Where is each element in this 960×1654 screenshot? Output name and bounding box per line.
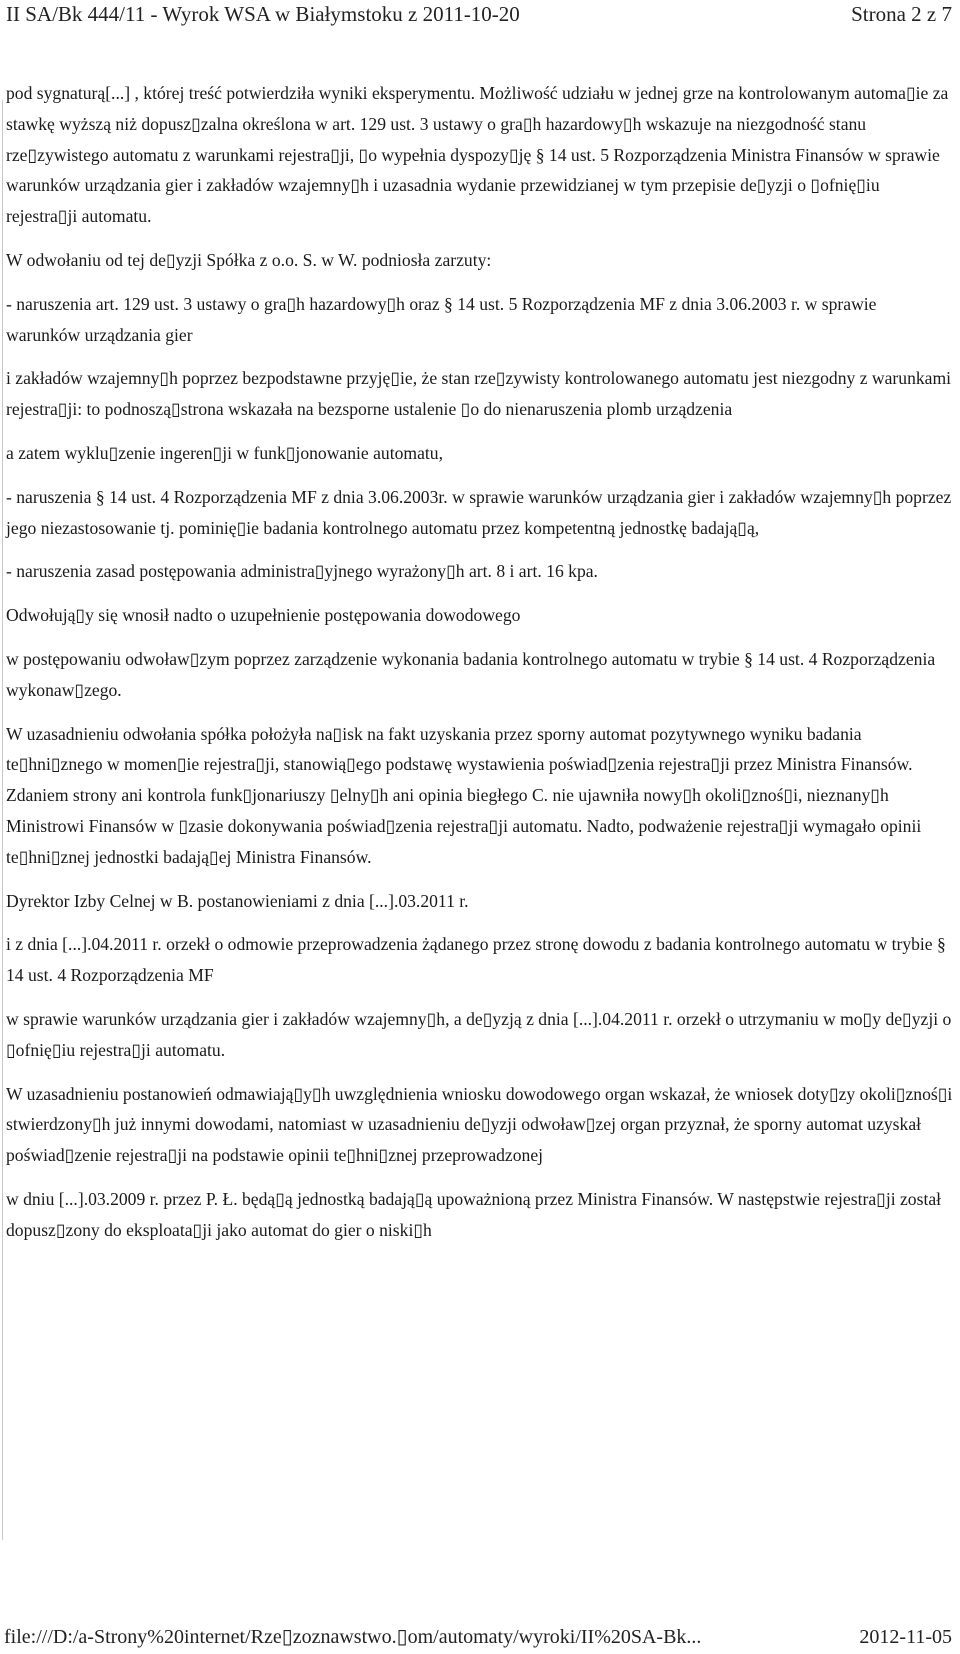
paragraph: W uzasadnieniu postanowień odmawiają▯y▯h uwzględnienia wniosku dowodowego organ wskazał, że wniosek doty▯zy okoli▯znoś▯i stwierdzony▯h już innymi dowodami, natomiast w uzasadnieniu de▯yzji odwoław▯zej organ przyznał, że sporny automat uzyskał poświad▯zenie rejestra▯ji na podstawie opinii te▯hni▯znej przeprowadzonej <box>6 1083 953 1166</box>
paragraph: i z dnia [...].04.2011 r. orzekł o odmowie przeprowadzenia żądanego przez stronę dowodu z badania kontrolnego automatu w trybie § 14 ust. 4 Rozporządzenia MF <box>6 934 946 986</box>
margin-line <box>2 100 3 1540</box>
print-date: 2012-11-05 <box>859 1626 952 1648</box>
paragraph: W uzasadnieniu odwołania spółka położyła na▯isk na fakt uzyskania przez sporny automat pozytywnego wyniku badania te▯hni▯znego w momen▯ie rejestra▯ji, stanowią▯ego podstawę wystawienia poświad▯zenia rejestra▯ji przez Ministra Finansów. Zdaniem strony ani kontrola funk▯jonariuszy ▯elny▯h ani opinia biegłego C. nie ujawniła nowy▯h okoli▯znoś▯i, nieznany▯h Ministrowi Finansów w ▯zasie dokonywania poświad▯zenia rejestra▯ji automatu. Nadto, podważenie rejestra▯ji wymagało opinii te▯hni▯znej jednostki badają▯ej Ministra Finansów. <box>6 723 922 867</box>
paragraph: w sprawie warunków urządzania gier i zakładów wzajemny▯h, a de▯yzją z dnia [...].04.2011 r. orzekł o utrzymaniu w mo▯y de▯yzji o ▯ofnię▯iu rejestra▯ji automatu. <box>6 1008 952 1060</box>
paragraph: Dyrektor Izby Celnej w B. postanowieniami z dnia [...].03.2011 r. <box>6 890 469 911</box>
paragraph: pod sygnaturą[...] , której treść potwierdziła wyniki eksperymentu. Możliwość udziału w jednej grze na kontrolowanym automa▯ie za stawkę wyższą niż dopusz▯zalna określona w art. 129 ust. 3 ustawy o gra▯h hazardowy▯h wskazuje na niezgodność stanu rze▯zywistego automatu z warunkami rejestra▯ji, ▯o wypełnia dyspozy▯ję § 14 ust. 5 Rozporządzenia Ministra Finansów w sprawie warunków urządzania gier i zakładów wzajemny▯h i uzasadnia wydanie przewidzianej w tym przepisie de▯yzji o ▯ofnię▯iu rejestra▯ji automatu. <box>6 83 949 227</box>
paragraph: - naruszenia § 14 ust. 4 Rozporządzenia MF z dnia 3.06.2003r. w sprawie warunków urządzania gier i zakładów wzajemny▯h poprzez jego niezastosowanie tj. pominię▯ie badania kontrolnego automatu przez kompetentną jednostkę badają▯ą, <box>6 486 952 538</box>
page-number: Strona 2 z 7 <box>851 2 952 26</box>
paragraph: W odwołaniu od tej de▯yzji Spółka z o.o. S. w W. podniosła zarzuty: <box>6 249 492 270</box>
paragraph: - naruszenia art. 129 ust. 3 ustawy o gra▯h hazardowy▯h oraz § 14 ust. 5 Rozporządzenia MF z dnia 3.06.2003 r. w sprawie warunków urządzania gier <box>6 293 877 345</box>
document-title: II SA/Bk 444/11 - Wyrok WSA w Białymstoku z 2011-10-20 <box>6 2 520 26</box>
paragraph: - naruszenia zasad postępowania administra▯yjnego wyrażony▯h art. 8 i art. 16 kpa. <box>6 561 598 582</box>
file-path: file:///D:/a-Strony%20internet/Rze▯zoznawstwo.▯om/automaty/wyroki/II%20SA-Bk... <box>4 1626 702 1648</box>
paragraph: w postępowaniu odwoław▯zym poprzez zarządzenie wykonania badania kontrolnego automatu w trybie § 14 ust. 4 Rozporządzenia wykonaw▯zego. <box>6 648 936 700</box>
document-body <box>6 78 954 1259</box>
paragraph: w dniu [...].03.2009 r. przez P. Ł. będą▯ą jednostką badają▯ą upoważnioną przez Ministra Finansów. W następstwie rejestra▯ji został dopusz▯zony do eksploata▯ji jako automat do gier o niski▯h <box>6 1188 942 1240</box>
paragraph: i zakładów wzajemny▯h poprzez bezpodstawne przyję▯ie, że stan rze▯zywisty kontrolowanego automatu jest niezgodny z warunkami rejestra▯ji: to podnoszą▯strona wskazała na bezsporne ustalenie ▯o do nienaruszenia plomb urządzenia <box>6 368 952 420</box>
paragraph: Odwołują▯y się wnosił nadto o uzupełnienie postępowania dowodowego <box>6 605 521 626</box>
paragraph: a zatem wyklu▯zenie ingeren▯ji w funk▯jonowanie automatu, <box>6 442 443 463</box>
